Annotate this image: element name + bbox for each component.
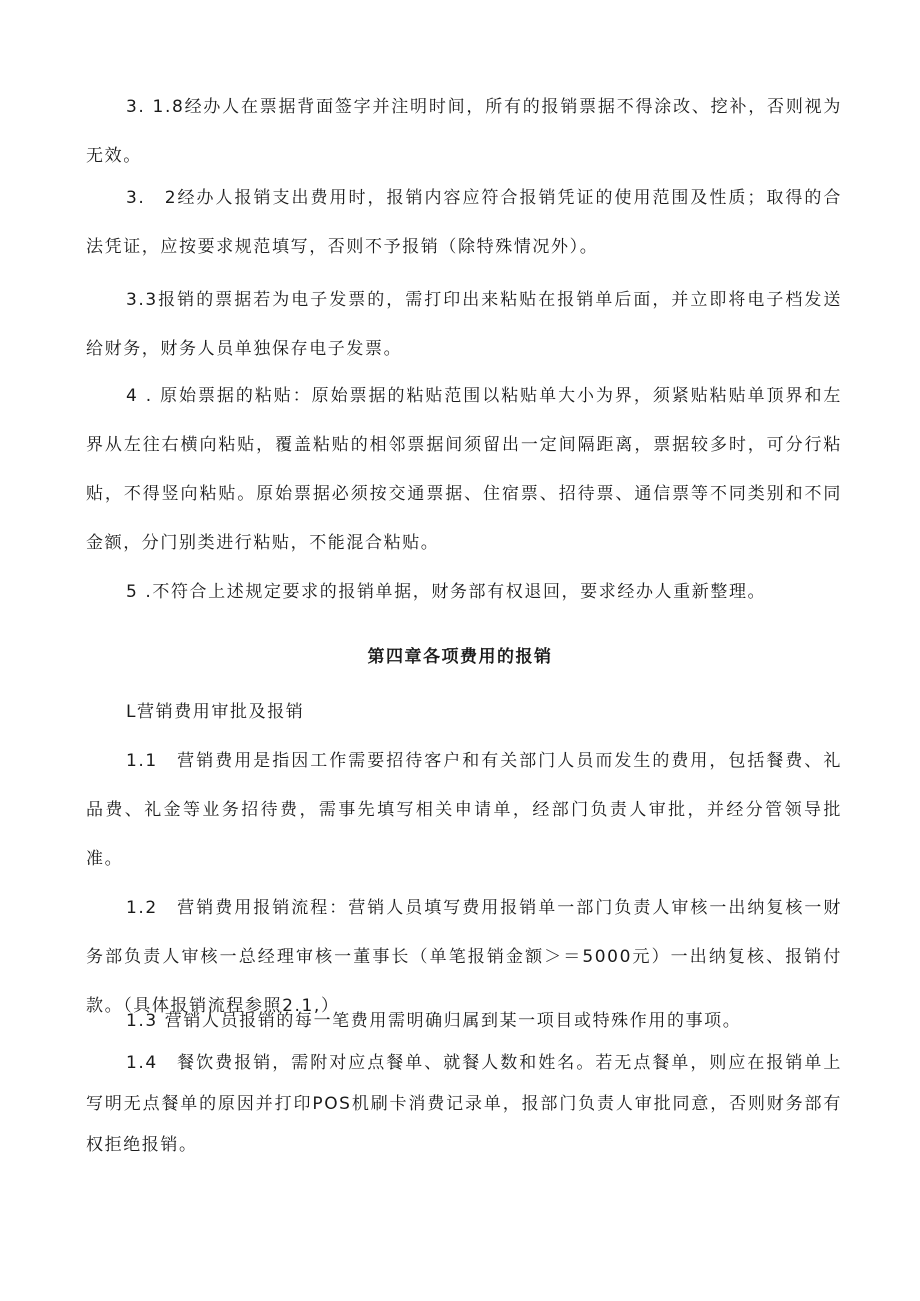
chapter-heading: 第四章各项费用的报销 [367, 647, 553, 667]
paragraph-3-2: 3. 2经办人报销支出费用时，报销内容应符合报销凭证的使用范围及性质；取得的合法凭证，应按要求规范填写，否则不予报销（除特殊情况外）。 [86, 188, 842, 257]
paragraph-1-3: 1.3 营销人员报销的每一笔费用需明确归属到某一项目或特殊作用的事项。 [125, 1011, 742, 1031]
paragraph-1-1: 1.1 营销费用是指因工作需要招待客户和有关部门人员而发生的费用，包括餐费、礼品费、礼金等业务招待费，需事先填写相关申请单，经部门负责人审批，并经分管领导批准。 [86, 751, 842, 869]
paragraph-1-2: 1.2 营销费用报销流程：营销人员填写费用报销单一部门负责人审核一出纳复核一财务部负责人审核一总经理审核一董事长（单笔报销金额＞＝5000元）一出纳复核、报销付款。（具体报销流程参照2.1,） [86, 898, 842, 1016]
paragraph-5: 5 .不符合上述规定要求的报销单据，财务部有权退回，要求经办人重新整理。 [125, 582, 767, 602]
paragraph-4: 4 . 原始票据的粘贴：原始票据的粘贴范围以粘贴单大小为界，须紧贴粘贴单顶界和左界从左往右横向粘贴，覆盖粘贴的相邻票据间须留出一定间隔距离，票据较多时，可分行粘贴，不得竖向粘贴。原始票据必须按交通票据、住宿票、招待票、通信票等不同类别和不同金额，分门别类进行粘贴，不能混合粘贴。 [86, 386, 842, 553]
paragraph-3-1-8: 3. 1.8经办人在票据背面签字并注明时间，所有的报销票据不得涂改、挖补，否则视为无效。 [86, 97, 842, 166]
section-title: L营销费用审批及报销 [125, 702, 305, 722]
paragraph-3-3: 3.3报销的票据若为电子发票的，需打印出来粘贴在报销单后面，并立即将电子档发送给财务，财务人员单独保存电子发票。 [86, 290, 842, 359]
paragraph-1-4: 1.4 餐饮费报销，需附对应点餐单、就餐人数和姓名。若无点餐单，则应在报销单上写明无点餐单的原因并打印POS机刷卡消费记录单，报部门负责人审批同意，否则财务部有权拒绝报销。 [86, 1053, 842, 1155]
